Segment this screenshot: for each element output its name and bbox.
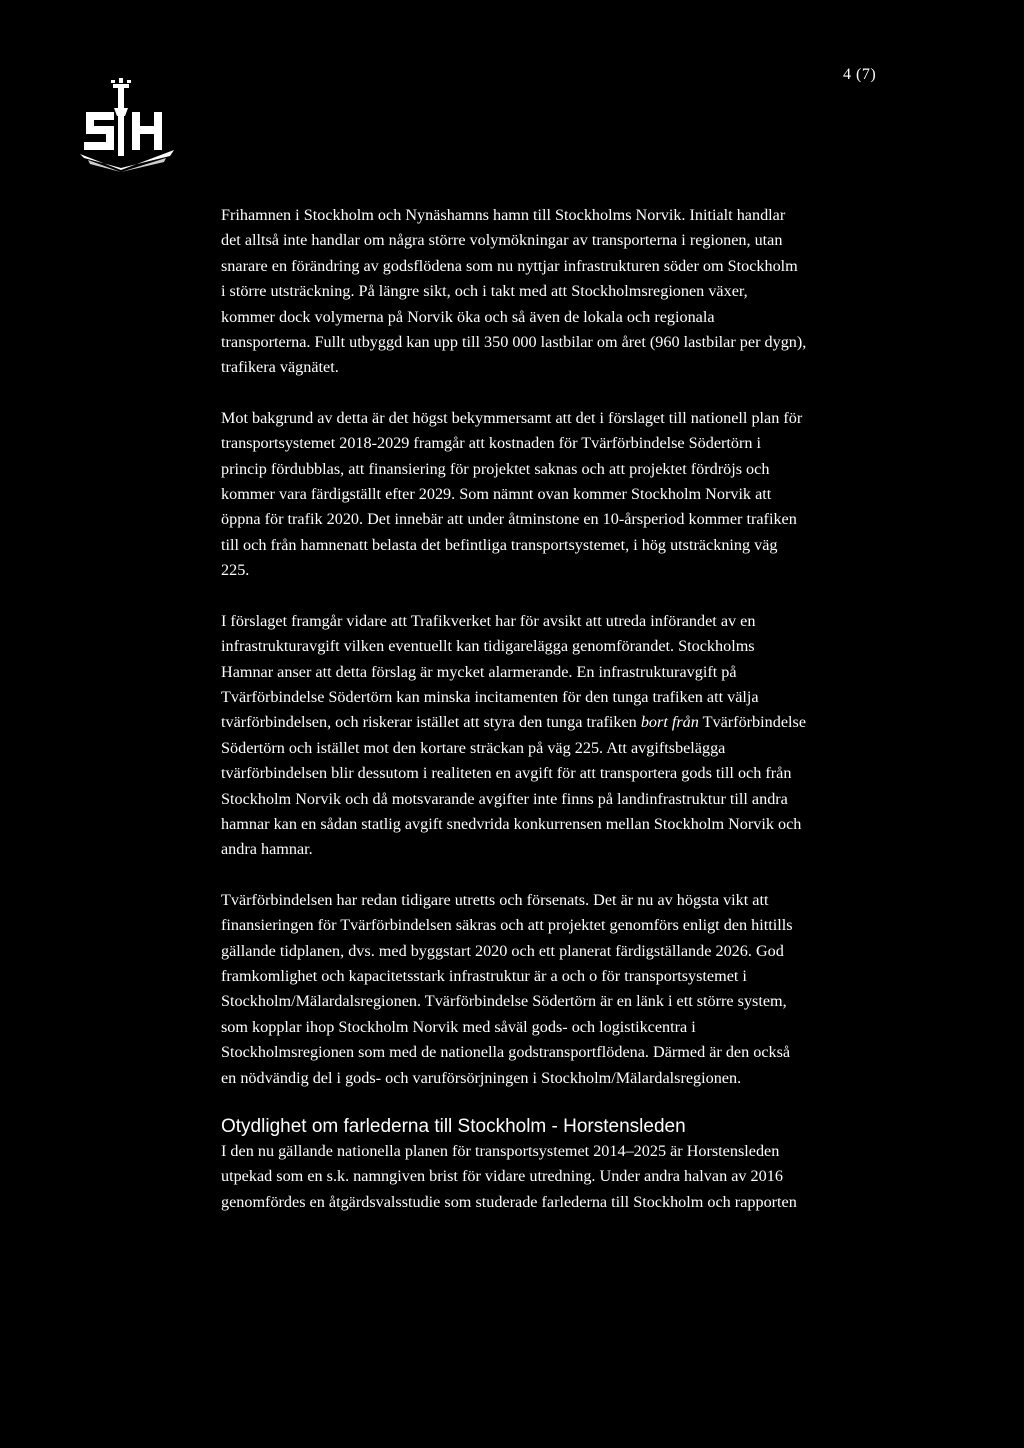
text-line: Stockholm/Mälardalsregionen. Tvärförbindelse Södertörn är en länk i ett större system, [221,992,787,1011]
text-line: kommer dock volymerna på Norvik öka och så även de lokala och regionala [221,307,715,326]
section-heading: Otydlighet om farlederna till Stockholm - Horstensleden [221,1116,686,1137]
stockholms-hamnar-logo [78,78,176,172]
text-segment: Tvärförbindelse [702,713,807,732]
text-line: gällande tidplanen, dvs. med byggstart 2020 och ett planerat färdigställande 2026. God [221,941,784,960]
text-line: 225. [221,561,250,580]
text-line: Hamnar anser att detta förslag är mycket alarmerande. En infrastrukturavgift på [221,662,737,681]
text-line: finansieringen för Tvärförbindelsen säkras och att projektet genomförs enligt den hittills [221,916,793,935]
emphasis-text: bort från [640,713,699,732]
text-line: hamnar kan en sådan statlig avgift snedvrida konkurrensen mellan Stockholm Norvik och [221,814,802,833]
text-line: Södertörn och istället mot den kortare sträckan på väg 225. Att avgiftsbelägga [221,738,726,757]
text-line: trafikera vägnätet. [221,358,339,377]
text-line: Tvärförbindelse Södertörn kan minska incitamenten för den tunga trafiken att välja [221,687,759,706]
paragraph-4 [221,888,886,1091]
text-line-with-emphasis [221,710,886,735]
text-line: som kopplar ihop Stockholm Norvik med såväl gods- och logistikcentra i [221,1017,696,1036]
text-line: transportsystemet 2018-2029 framgår att kostnaden för Tvärförbindelse Södertörn i [221,434,762,453]
text-line: tvärförbindelsen blir dessutom i realiteten en avgift för att transportera gods till och från [221,764,792,783]
text-line: Stockholm Norvik och då motsvarande avgifter inte finns på landinfrastruktur till andra [221,789,788,808]
text-line: infrastrukturavgift vilken eventuellt kan tidigarelägga genomförandet. Stockholms [221,637,755,656]
text-line: Tvärförbindelsen har redan tidigare utretts och försenats. Det är nu av högsta vikt att [221,890,769,909]
text-line: princip fördubblas, att finansiering för projektet saknas och att projektet fördröjs och [221,459,770,478]
paragraph-2 [221,406,886,584]
text-line: i större utsträckning. På längre sikt, och i takt med att Stockholmsregionen växer, [221,282,748,301]
text-line: andra hamnar. [221,840,313,859]
text-line: framkomlighet och kapacitetsstark infrastruktur är a och o för transportsystemet i [221,966,747,985]
text-line: transporterna. Fullt utbyggd kan upp till 350 000 lastbilar om året (960 lastbilar per dygn), [221,333,807,352]
paragraph-1 [221,203,886,381]
document-body [221,203,886,1215]
text-line: Mot bakgrund av detta är det högst bekymmersamt att det i förslaget till nationell plan för [221,408,803,427]
text-line: utpekad som en s.k. namngiven brist för vidare utredning. Under andra halvan av 2016 [221,1167,783,1186]
paragraph-3 [221,609,886,863]
text-line: I förslaget framgår vidare att Trafikverket har för avsikt att utreda införandet av en [221,611,756,630]
text-line: en nödvändig del i gods- och varuförsörjningen i Stockholm/Mälardalsregionen. [221,1068,742,1087]
page-number: 4 (7) [843,66,877,83]
text-line: snarare en förändring av godsflödena som nu nyttjar infrastrukturen söder om Stockholm [221,256,798,275]
text-line: genomfördes en åtgärdsvalsstudie som studerade farlederna till Stockholm och rapporten [221,1192,797,1211]
text-line: öppna för trafik 2020. Det innebär att under åtminstone en 10-årsperiod kommer trafiken [221,510,797,529]
text-line: till och från hamnenatt belasta det befintliga transportsystemet, i hög utsträckning väg [221,535,778,554]
text-line: Frihamnen i Stockholm och Nynäshamns hamn till Stockholms Norvik. Initialt handlar [221,206,786,224]
text-line: I den nu gällande nationella planen för transportsystemet 2014–2025 är Horstensleden [221,1142,780,1160]
text-line: kommer vara färdigställt efter 2029. Som nämnt ovan kommer Stockholm Norvik att [221,485,772,504]
text-line: det alltså inte handlar om några större volymökningar av transporterna i regionen, utan [221,231,783,250]
text-segment: tvärförbindelsen, och riskerar istället att styra den tunga trafiken [221,713,637,732]
text-line: Stockholmsregionen som med de nationella godstransportflödena. Därmed är den också [221,1043,791,1062]
section-paragraph [221,1139,886,1215]
